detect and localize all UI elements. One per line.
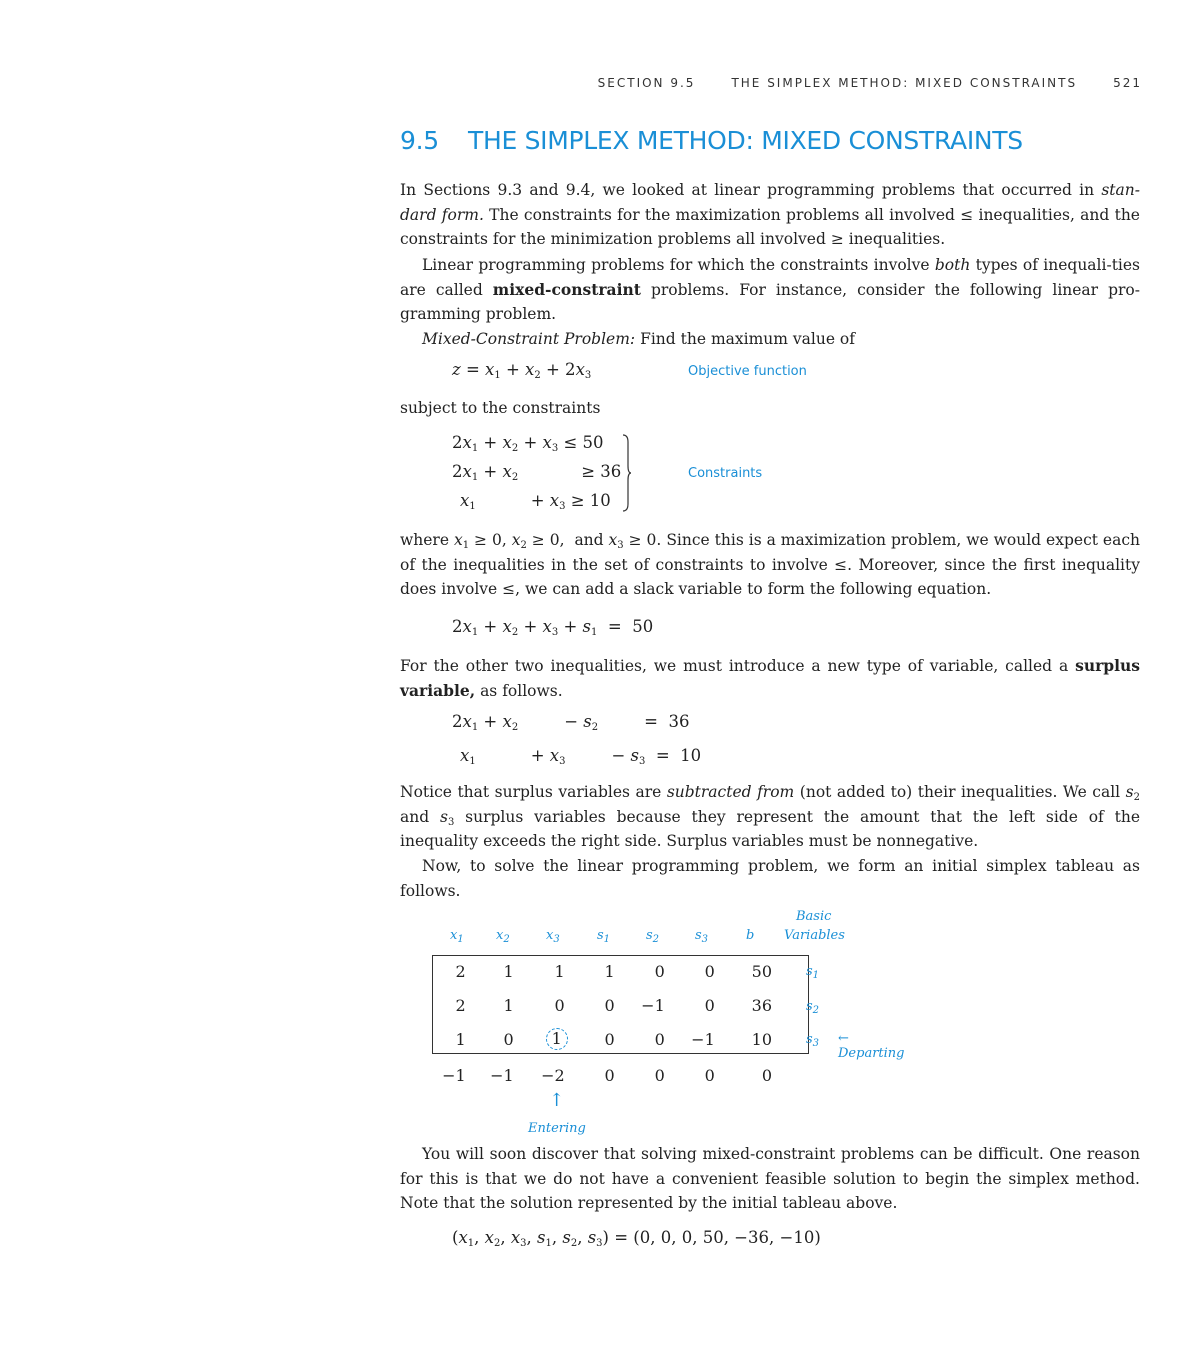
running-head-section: SECTION 9.5	[597, 76, 696, 90]
tableau-bottom-cell-3: −2	[541, 1065, 565, 1085]
p1-text-a: In Sections 9.3 and 9.4, we looked at linear programming problems that occurred in	[400, 181, 1102, 199]
constraints-brace	[622, 434, 632, 512]
page-number: 521	[1113, 76, 1142, 90]
tableau-row-2-cell-4: 0	[604, 995, 615, 1015]
p2-text-e: problems. For instance, consider the following linear pro-gramming problem.	[400, 280, 1140, 323]
p6-italic-subtracted-from: subtracted from	[666, 783, 795, 801]
tableau-row-1-cell-1: 2	[455, 961, 466, 981]
tableau-row-2-cell-1: 2	[455, 995, 466, 1015]
paragraph-subject-to: subject to the constraints	[400, 399, 601, 417]
p2-text-a: Linear programming problems for which the constraints involve	[422, 256, 935, 274]
basic-label-1: Basic	[796, 909, 832, 924]
p2-italic-both: both	[934, 256, 971, 274]
constraint-3: $x_1 + x_3 \ge 10$	[460, 491, 611, 512]
header-s1: $s_1$	[597, 928, 611, 945]
basic-var-s2: $s_2$	[806, 999, 820, 1016]
tableau-row-3-cell-1: 1	[455, 1029, 466, 1049]
tableau-row-3	[432, 1022, 772, 1056]
paragraph-difficulty: You will soon discover that solving mixed-constraint problems can be difficult. One reason for this is that we do not have a convenient feasible solution to begin the simplex method. Note that the solution represented by the initial tableau above.	[400, 1145, 1140, 1212]
paragraph-problem-statement	[400, 327, 1140, 352]
tableau-row-3-cell-4: 0	[604, 1029, 615, 1049]
problem-label: Mixed-Constraint Problem:	[422, 330, 636, 348]
initial-solution-values: (0, 0, 0, 50, −36, −10)	[633, 1228, 821, 1247]
header-b: b	[746, 928, 755, 943]
basic-var-s1: $s_1$	[806, 964, 820, 981]
header-x1: $x_1$	[450, 928, 464, 945]
constraints-note: Constraints	[688, 466, 763, 481]
header-s2: $s_2$	[646, 928, 660, 945]
tableau-row-2-cell-2: 1	[503, 995, 514, 1015]
paragraph-surplus	[400, 654, 1140, 703]
paragraph-intro	[400, 178, 1140, 252]
paragraph-notice: Notice that surplus variables are subtracted from (not added to) their inequalities. We call $s_2$ and $s_3$ surplus variables because they represent the amount that the left side of the inequality exceeds the right side. Surplus variables must be nonnegative.	[400, 783, 1140, 850]
objective-equation: $z = x_1 + x_2 + 2x_3$	[452, 360, 592, 381]
tableau-bottom-cell-6: 0	[704, 1065, 715, 1085]
p4-text-a: where	[400, 531, 454, 549]
header-s3: $s_3$	[695, 928, 709, 945]
tableau-row-1-cell-4: 1	[604, 961, 615, 981]
tableau-row-1	[432, 954, 772, 988]
tableau-bottom-row	[432, 1058, 772, 1092]
header-x2: $x_2$	[496, 928, 510, 945]
paragraph-mixed-constraint	[400, 253, 1140, 327]
section-title-text: THE SIMPLEX METHOD: MIXED CONSTRAINTS	[468, 126, 1023, 155]
header-x3: $x_3$	[546, 928, 560, 945]
tableau-row-2	[432, 988, 772, 1022]
p6-text-c: (not added to) their inequalities. We call	[794, 783, 1126, 801]
tableau-row-3-cell-6: −1	[691, 1029, 715, 1049]
entering-label: Entering	[528, 1121, 586, 1136]
initial-solution-equation: ($x_1$, $x_2$, $x_3$, $s_1$, $s_2$, $s_3) = (0$, 0, 0, 50, −36, −10)	[452, 1228, 821, 1249]
tableau-bottom-cell-7: 0	[761, 1065, 772, 1085]
p2-bold-mixed-constraint: mixed-constraint	[492, 279, 641, 299]
tableau-bottom-cell-1: −1	[442, 1065, 466, 1085]
tableau-bottom-cell-2: −1	[490, 1065, 514, 1085]
constraint-1: $2x_1 + x_2 + x_3 \le 50$	[452, 433, 604, 454]
problem-text: Find the maximum value of	[635, 330, 855, 348]
pivot-circle: 1	[546, 1028, 568, 1050]
tableau-row-2-cell-5: −1	[641, 995, 665, 1015]
entering-arrow: ↑	[549, 1090, 565, 1111]
tableau-row-3-cell-5: 0	[654, 1029, 665, 1049]
slack-equation: $2x_1 + x_2 + x_3 + s_1 = 50$	[452, 617, 654, 638]
tableau-row-1-cell-5: 0	[654, 961, 665, 981]
running-head	[400, 76, 1142, 90]
departing-label: ← Departing	[838, 1031, 905, 1061]
p1-italic-standard-form: stan-dard form.	[400, 181, 1140, 224]
tableau-row-1-cell-2: 1	[503, 961, 514, 981]
tableau-row-1-cell-7: 50	[751, 961, 772, 981]
tableau-bottom	[432, 1058, 772, 1092]
paragraph-tableau-intro: Now, to solve the linear programming problem, we form an initial simplex tableau as follows.	[400, 857, 1140, 900]
tableau-row-1-cell-6: 0	[704, 961, 715, 981]
tableau-bottom-cell-4: 0	[604, 1065, 615, 1085]
running-head-title: THE SIMPLEX METHOD: MIXED CONSTRAINTS	[731, 76, 1078, 90]
p5-text-a: For the other two inequalities, we must introduce a new type of variable, called a	[400, 657, 1076, 675]
tableau-row-2-cell-6: 0	[704, 995, 715, 1015]
tableau-row-3-cell-2: 0	[503, 1029, 514, 1049]
paragraph-slack: where $x_1 \ge 0$, $x_2 \ge 0$, and $x_3 \ge 0$. Since this is a maximization problem, we would expect each of the inequalities in the set of constraints to involve ≤. Moreover, since the first inequality does involve ≤, we can add a slack variable to form the following equation.	[400, 531, 1141, 598]
tableau-row-2-cell-7: 36	[751, 995, 772, 1015]
p5-bold-surplus-variable: surplus variable,	[400, 656, 1140, 700]
tableau-row-3-cell-7: 10	[751, 1029, 772, 1049]
tableau-table	[432, 954, 772, 1056]
p6-text-d: surplus variables because they represent the amount that the left side of the inequality exceeds the right side. Surplus variables must be nonnegative.	[400, 807, 1140, 850]
surplus-equation-2: $x_1 + x_3 - s_3 = 10$	[460, 746, 702, 767]
tableau-row-3-cell-3	[514, 1022, 565, 1056]
p1-text-c: The constraints for the maximization problems all involved ≤ inequalities, and the constraints for the minimization problems all involved ≥ inequalities.	[400, 205, 1140, 248]
section-number: 9.5	[400, 126, 439, 155]
p5-text-c: as follows.	[475, 681, 563, 700]
basic-label-2: Variables	[784, 928, 845, 943]
objective-note: Objective function	[688, 364, 807, 379]
tableau-row-2-cell-3: 0	[554, 995, 565, 1015]
tableau-bottom-cell-5: 0	[654, 1065, 665, 1085]
p2-text-c: types of inequali-ties are called	[400, 256, 1141, 299]
p6-text-a: Notice that surplus variables are	[400, 783, 667, 801]
surplus-equation-1: $2x_1 + x_2 - s_2 = 36$	[452, 712, 690, 733]
basic-var-s3: $s_3$	[806, 1032, 820, 1049]
p4-text-b: Since this is a maximization problem, we would expect each of the inequalities in the set of constraints to involve ≤. Moreover, since the first inequality does involve ≤, we can add a slack variable to form the following equation.	[400, 531, 1141, 598]
constraint-2: $2x_1 + x_2 \ge 36$	[452, 462, 622, 483]
section-title	[400, 126, 1023, 155]
tableau-row-1-cell-3: 1	[554, 961, 565, 981]
